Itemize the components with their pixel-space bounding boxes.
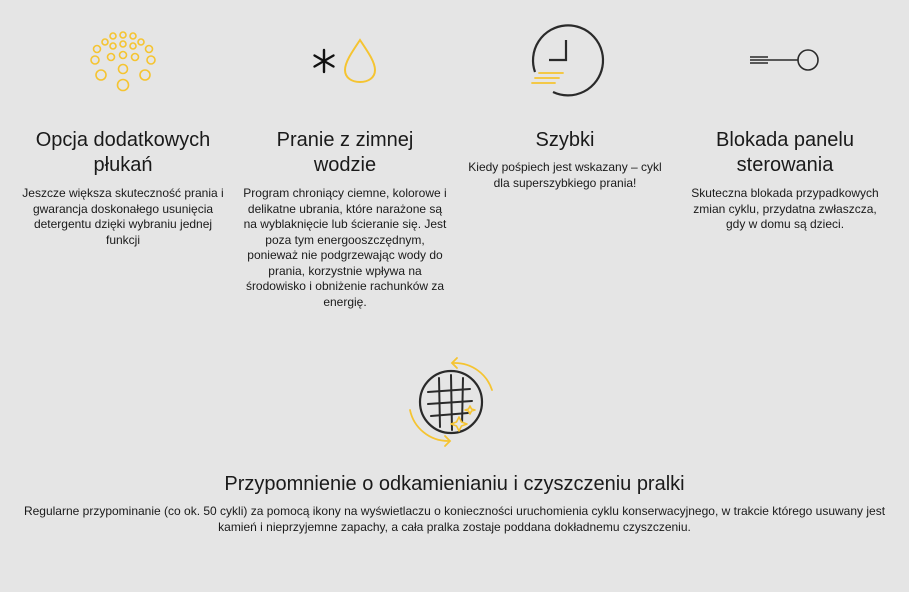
feature-title: Pranie z zimnej wodzie — [276, 129, 414, 176]
drum-clean-reminder-icon — [404, 356, 500, 448]
child-lock-key-icon — [748, 46, 822, 74]
feature-title: Opcja dodatkowych płukań — [35, 129, 211, 176]
feature-descaling-reminder — [10, 472, 899, 535]
feature-quick-wash — [462, 128, 668, 191]
cold-wash-icon — [308, 36, 378, 86]
quick-wash-clock-icon — [527, 22, 607, 100]
feature-description: Jeszcze większa skuteczność prania i gwarancja doskonałego usunięcia detergentu dzięki wybraniu jednej funkcji — [22, 186, 224, 247]
feature-title: Szybki — [535, 129, 595, 151]
feature-extra-rinse — [22, 128, 224, 248]
feature-cold-wash — [242, 128, 448, 310]
feature-description: Regularne przypominanie (co ok. 50 cykli) za pomocą ikony na wyświetlaczu o konieczności uruchomienia cyklu konserwacyjnego, w trakcie którego usuwany jest kamień i nieprzyjemne zapachy, a cała pralka zostaje poddana dokładnemu czyszczeniu. — [23, 504, 886, 534]
feature-title: Przypomnienie o odkamienianiu i czyszczeniu pralki — [224, 473, 685, 495]
feature-description: Program chroniący ciemne, kolorowe i delikatne ubrania, które narażone są na wyblaknięcie lub ścieranie się. Jest poza tym energooszczędnym, ponieważ nie podgrzewając wody do prania, korzystnie wpływa na środowisko i obniżenie rachunków za energię. — [243, 186, 447, 309]
feature-child-lock — [682, 128, 888, 233]
feature-description: Skuteczna blokada przypadkowych zmian cyklu, przydatna zwłaszcza, gdy w domu są dzieci. — [691, 186, 879, 231]
extra-rinse-icon — [82, 30, 164, 94]
feature-description: Kiedy pośpiech jest wskazany – cykl dla superszybkiego prania! — [468, 160, 662, 190]
feature-title: Blokada panelu sterowania — [716, 129, 854, 176]
